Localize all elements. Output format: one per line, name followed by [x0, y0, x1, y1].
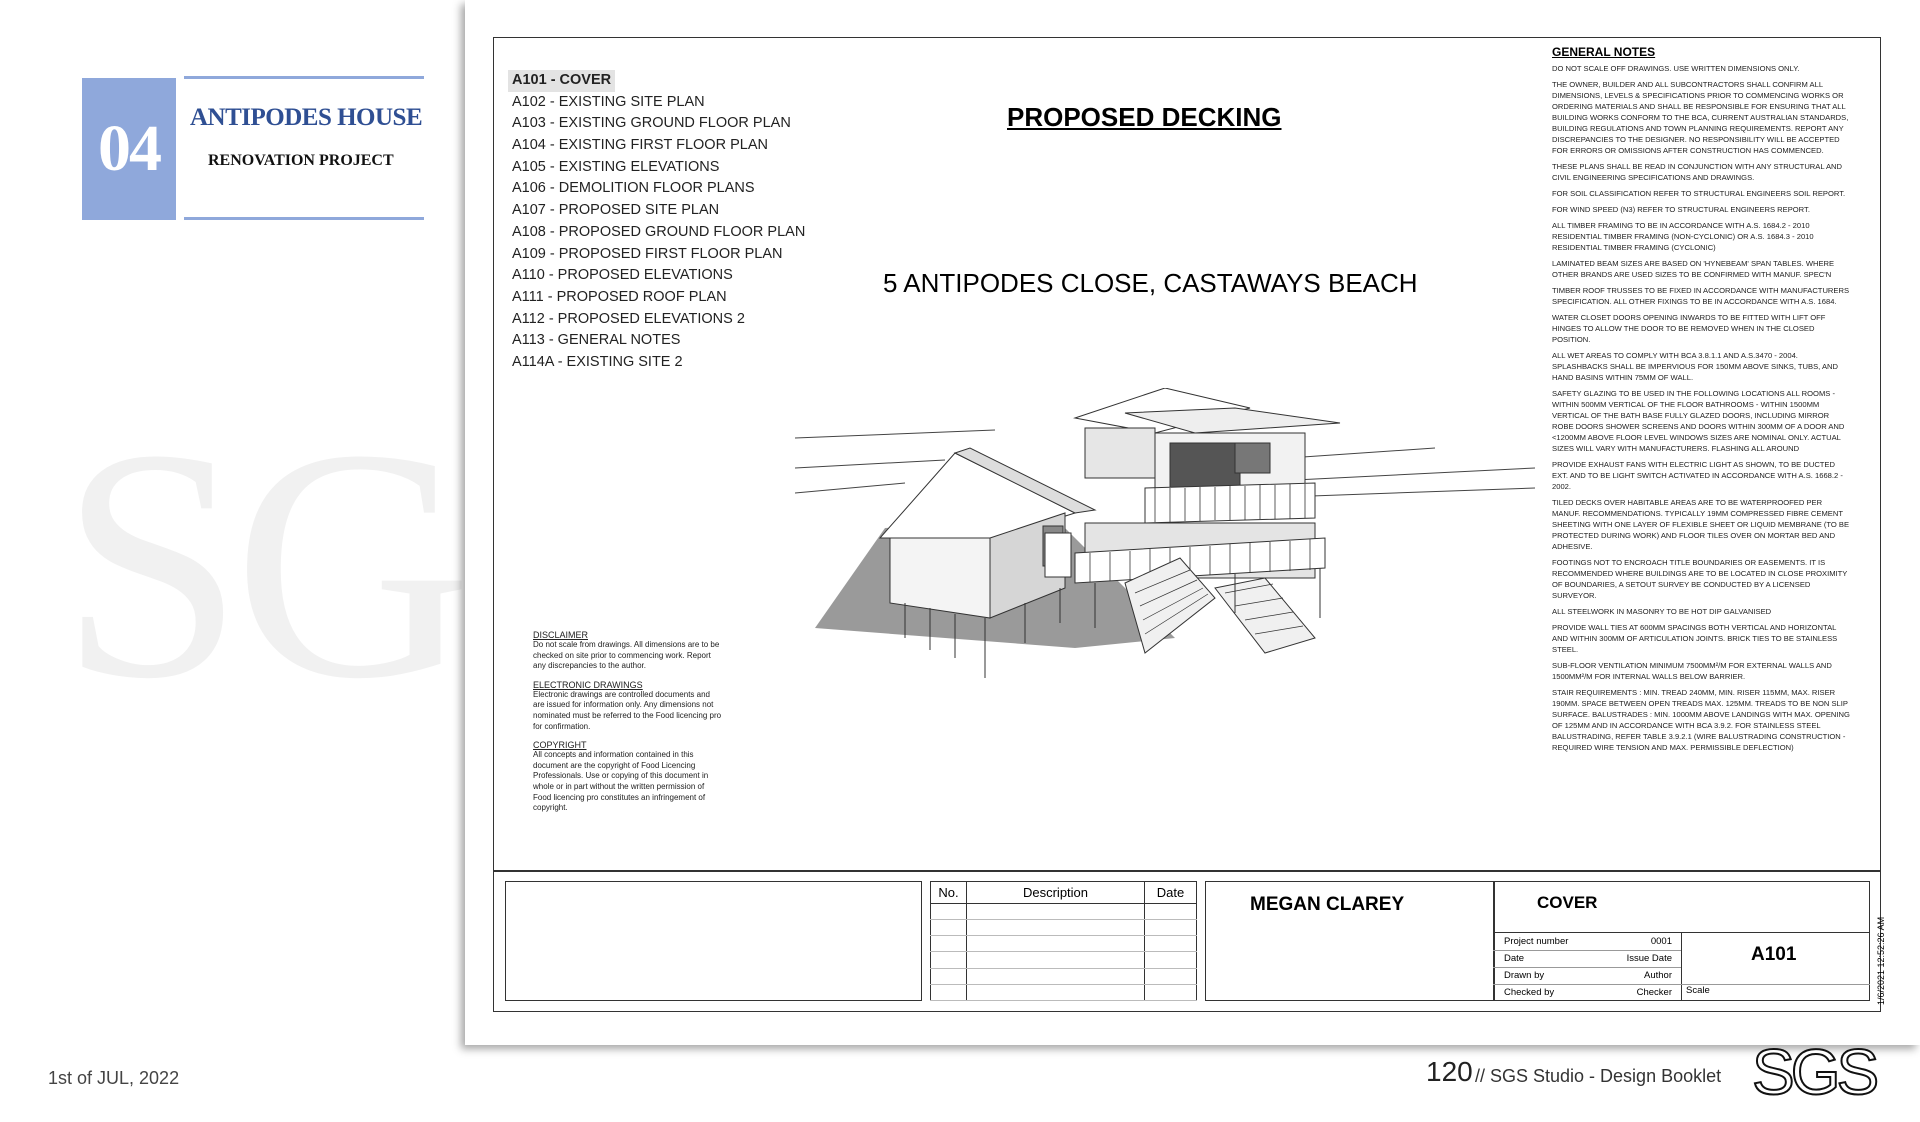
title-block-vdivider-2 — [1681, 932, 1682, 1001]
logo-area-box — [505, 881, 922, 1001]
note-item: FOR SOIL CLASSIFICATION REFER TO STRUCTURAL ENGINEERS SOIL REPORT. — [1552, 189, 1846, 198]
table-row — [931, 903, 1197, 919]
sheet-list-item-active: A101 - COVER — [508, 70, 615, 92]
site-address: 5 ANTIPODES CLOSE, CASTAWAYS BEACH — [883, 268, 1418, 298]
rev-col-no: No. — [931, 882, 967, 904]
house-render-illustration — [795, 388, 1535, 688]
copyright-heading: COPYRIGHT — [533, 740, 587, 751]
revision-table — [930, 881, 1197, 1001]
project-number-row — [1498, 936, 1680, 947]
row-value: Checker — [1636, 987, 1672, 998]
page-number: 120 — [1426, 1056, 1473, 1087]
note-item: DO NOT SCALE OFF DRAWINGS. USE WRITTEN DIMENSIONS ONLY. — [1552, 64, 1800, 73]
sheet-list-item: A112 - PROPOSED ELEVATIONS 2 — [512, 310, 745, 327]
table-row — [931, 968, 1197, 984]
note-item: TILED DECKS OVER HABITABLE AREAS ARE TO BE WATERPROOFED PER MANUF. RECOMMENDATIONS. TYPICALLY 19MM COMPRESSED FIBRE CEMENT SHEETING WITH ONE LAYER OF FLEXIBLE SHEET OR LIQUID MEMBRANE (TO BE PROTECTED DURING WORK) AND FLOOR TILES OVER ON MORTAR BED AND ADHESIVE. — [1552, 498, 1850, 551]
sheet-list-item: A110 - PROPOSED ELEVATIONS — [512, 267, 733, 284]
sheet-list-item: A102 - EXISTING SITE PLAN — [512, 93, 705, 110]
table-row — [931, 936, 1197, 952]
electronic-drawings-heading: ELECTRONIC DRAWINGS — [533, 679, 643, 690]
table-row — [931, 952, 1197, 968]
sheet-list-item: A105 - EXISTING ELEVATIONS — [512, 158, 720, 175]
sheet-number: A101 — [1751, 944, 1797, 965]
header-rule-bottom — [184, 217, 424, 220]
sheet-name: COVER — [1537, 893, 1598, 912]
note-item: PROVIDE EXHAUST FANS WITH ELECTRIC LIGHT AS SHOWN, TO BE DUCTED EXT. AND TO BE LIGHT SWITCH ACTIVATED IN ACCORDANCE WITH A.S. 1668.2 - 2002. — [1552, 460, 1843, 491]
row-value: Author — [1644, 970, 1672, 981]
print-timestamp: 1/6/2021 12:52:26 AM — [1876, 916, 1886, 1005]
note-item: FOOTINGS NOT TO ENCROACH TITLE BOUNDARIES OR EASEMENTS. IT IS RECOMMENDED WHERE BUILDINGS ARE TO BE LOCATED IN CLOSE PROXIMITY OF BOUNDARIES, A SETOUT SURVEY BE CONDUCTED BY A LICENSED SURVEYOR. — [1552, 558, 1848, 600]
scale-label: Scale — [1686, 985, 1710, 996]
project-title: ANTIPODES HOUSE — [190, 104, 423, 131]
row-label: Checked by — [1504, 987, 1555, 998]
row-value: 0001 — [1650, 936, 1672, 947]
sheet-list-item: A104 - EXISTING FIRST FLOOR PLAN — [512, 137, 768, 154]
note-item: LAMINATED BEAM SIZES ARE BASED ON 'HYNEBEAM' SPAN TABLES. WHERE OTHER BRANDS ARE USED SIZES TO BE CONFIRMED WITH MANUF. SPEC'N — [1552, 259, 1835, 279]
sheet-list-item: A108 - PROPOSED GROUND FLOOR PLAN — [512, 223, 806, 240]
row-label: Date — [1504, 953, 1525, 964]
legal-notes — [533, 630, 723, 814]
copyright-text: All concepts and information contained in this document are the copyright of Food Licencing Professionals. Use or copying of this document in whole or in part without the written permission of Food licencing pro constitutes an infringement of copyright. — [533, 750, 709, 813]
date-row — [1498, 953, 1680, 964]
general-notes-heading: GENERAL NOTES — [1552, 45, 1656, 59]
client-name: MEGAN CLAREY — [1250, 894, 1405, 915]
disclaimer-heading: DISCLAIMER — [533, 630, 589, 640]
table-row — [931, 920, 1197, 936]
sheet-list-item: A109 - PROPOSED FIRST FLOOR PLAN — [512, 245, 783, 262]
table-row — [931, 984, 1197, 1000]
watermark-text: SG — [60, 382, 462, 747]
drawing-title: PROPOSED DECKING — [1007, 102, 1282, 132]
header-rule-top — [184, 76, 424, 79]
note-item: ALL STEELWORK IN MASONRY TO BE HOT DIP GALVANISED — [1552, 607, 1772, 616]
rev-col-description: Description — [967, 882, 1145, 904]
note-item: STAIR REQUIREMENTS : MIN. TREAD 240MM, MIN. RISER 115MM, MAX. RISER 190MM. SPACE BETWEEN OPEN TREADS MAX. 125MM. TREADS TO BE NON SLIP SURFACE. BALUSTRADES : MIN. 1000MM ABOVE LANDINGS WITH MAX. OPENING OF 125MM AND IN ACCORDANCE WITH BCA 3.9.2. FOR STAINLESS STEEL BALUSTRADING, REFER TABLE 3.9.2.1 (WIRE BALUSTRADING CONSTRUCTION - REQUIRED WIRE TENSION AND MAX. PERMISSIBLE DEFLECTION) — [1552, 688, 1850, 752]
note-item: SUB-FLOOR VENTILATION MINIMUM 7500MM²/M FOR EXTERNAL WALLS AND 1500MM²/M FOR INTERNAL WALLS BELOW BARRIER. — [1552, 661, 1832, 681]
note-item: THESE PLANS SHALL BE READ IN CONJUNCTION WITH ANY STRUCTURAL AND CIVIL ENGINEERING SPECIFICATIONS AND DRAWINGS. — [1552, 162, 1843, 182]
row-label: Drawn by — [1504, 970, 1545, 981]
sheet-list-item: A114A - EXISTING SITE 2 — [512, 353, 683, 370]
note-item: WATER CLOSET DOORS OPENING INWARDS TO BE FITTED WITH LIFT OFF HINGES TO ALLOW THE DOOR TO BE REMOVED WHEN IN THE CLOSED POSITION. — [1552, 313, 1826, 344]
sgs-logo: SGS — [1752, 1036, 1876, 1108]
note-item: TIMBER ROOF TRUSSES TO BE FIXED IN ACCORDANCE WITH MANUFACTURERS SPECIFICATION. ALL OTHER FIXINGS TO BE IN ACCORDANCE WITH A.S. 1684. — [1552, 286, 1850, 306]
note-item: ALL WET AREAS TO COMPLY WITH BCA 3.8.1.1 AND A.S.3470 - 2004. SPLASHBACKS SHALL BE IMPERVIOUS FOR 150MM ABOVE SINKS, TUBS, AND HAND BASINS WITHIN 75MM OF WALL. — [1552, 351, 1838, 382]
title-block-vdivider — [1493, 881, 1495, 1001]
sheet-list-item: A106 - DEMOLITION FLOOR PLANS — [512, 180, 755, 197]
row-divider — [1493, 950, 1681, 951]
row-label: Project number — [1504, 936, 1569, 947]
electronic-drawings-text: Electronic drawings are controlled documents and are issued for information only. Any dimensions not nominated must be referred to the Food licencing pro for confirmation. — [533, 689, 722, 731]
checked-by-row — [1498, 987, 1680, 998]
note-item: ALL TIMBER FRAMING TO BE IN ACCORDANCE WITH A.S. 1684.2 - 2010 RESIDENTIAL TIMBER FRAMING (NON-CYCLONIC) OR A.S. 1684.3 - 2010 RESIDENTIAL TIMBER FRAMING (CYCLONIC) — [1552, 221, 1814, 252]
section-number: 04 — [82, 78, 176, 220]
row-divider — [1493, 984, 1870, 985]
note-item: FOR WIND SPEED (N3) REFER TO STRUCTURAL ENGINEERS REPORT. — [1552, 205, 1810, 214]
row-divider — [1493, 967, 1681, 968]
sheet-list-item: A111 - PROPOSED ROOF PLAN — [512, 288, 727, 305]
sheet-list-item: A103 - EXISTING GROUND FLOOR PLAN — [512, 115, 791, 132]
sheet-list-item: A113 - GENERAL NOTES — [512, 332, 681, 349]
note-item: SAFETY GLAZING TO BE USED IN THE FOLLOWING LOCATIONS ALL ROOMS - WITHIN 500MM VERTICAL OF THE FLOOR BATHROOMS - WITHIN 1500MM VERTICAL OF THE BATH BASE FULLY GLAZED DOORS, INCLUDING MIRROR ROBE DOORS SHOWER SCREENS AND DOORS WITHIN 300MM OF A DOOR AND <1200MM ABOVE FLOOR LEVEL WINDOWS SIZES ARE NOMINAL ONLY. ACTUAL SIZES WILL VARY WITH MANUFACTURERS. FLASHING ALL AROUND — [1552, 389, 1845, 453]
project-subtitle: RENOVATION PROJECT — [208, 152, 394, 169]
sheet-list — [508, 70, 808, 374]
note-item: PROVIDE WALL TIES AT 600MM SPACINGS BOTH VERTICAL AND HORIZONTAL AND WITHIN 300MM OF ARTICULATION JOINTS. BRICK TIES TO BE STAINLESS STEEL. — [1552, 623, 1838, 654]
disclaimer-text: Do not scale from drawings. All dimensions are to be checked on site prior to commencing work. Report any discrepancies to the author. — [533, 640, 720, 671]
title-block-divider — [493, 870, 1881, 872]
booklet-label: // SGS Studio - Design Booklet — [1475, 1066, 1722, 1086]
row-value: Issue Date — [1626, 953, 1672, 964]
general-notes — [1552, 45, 1852, 758]
drawn-by-row — [1498, 970, 1680, 981]
footer-date: 1st of JUL, 2022 — [48, 1068, 180, 1088]
rev-col-date: Date — [1145, 882, 1197, 904]
sheet-list-item: A107 - PROPOSED SITE PLAN — [512, 202, 720, 219]
note-item: THE OWNER, BUILDER AND ALL SUBCONTRACTORS SHALL CONFIRM ALL DIMENSIONS, LEVELS & SPECIFICATIONS PRIOR TO COMMENCING WORKS OR ORDERING MATERIALS AND SHALL BE RESPONSIBLE FOR ENSURING THAT ALL BUILDING WORKS CONFORM TO THE BCA, CURRENT AUSTRALIAN STANDARDS, BUILDING REGULATIONS AND TOWN PLANNING REQUIREMENTS. REPORT ANY DISCREPANCIES TO THE DESIGNER. NO RESPONSIBILITY WILL BE ACCEPTED FOR ERRORS OR OMISSIONS AFTER CONSTRUCTION HAS COMMENCED. — [1552, 80, 1849, 155]
